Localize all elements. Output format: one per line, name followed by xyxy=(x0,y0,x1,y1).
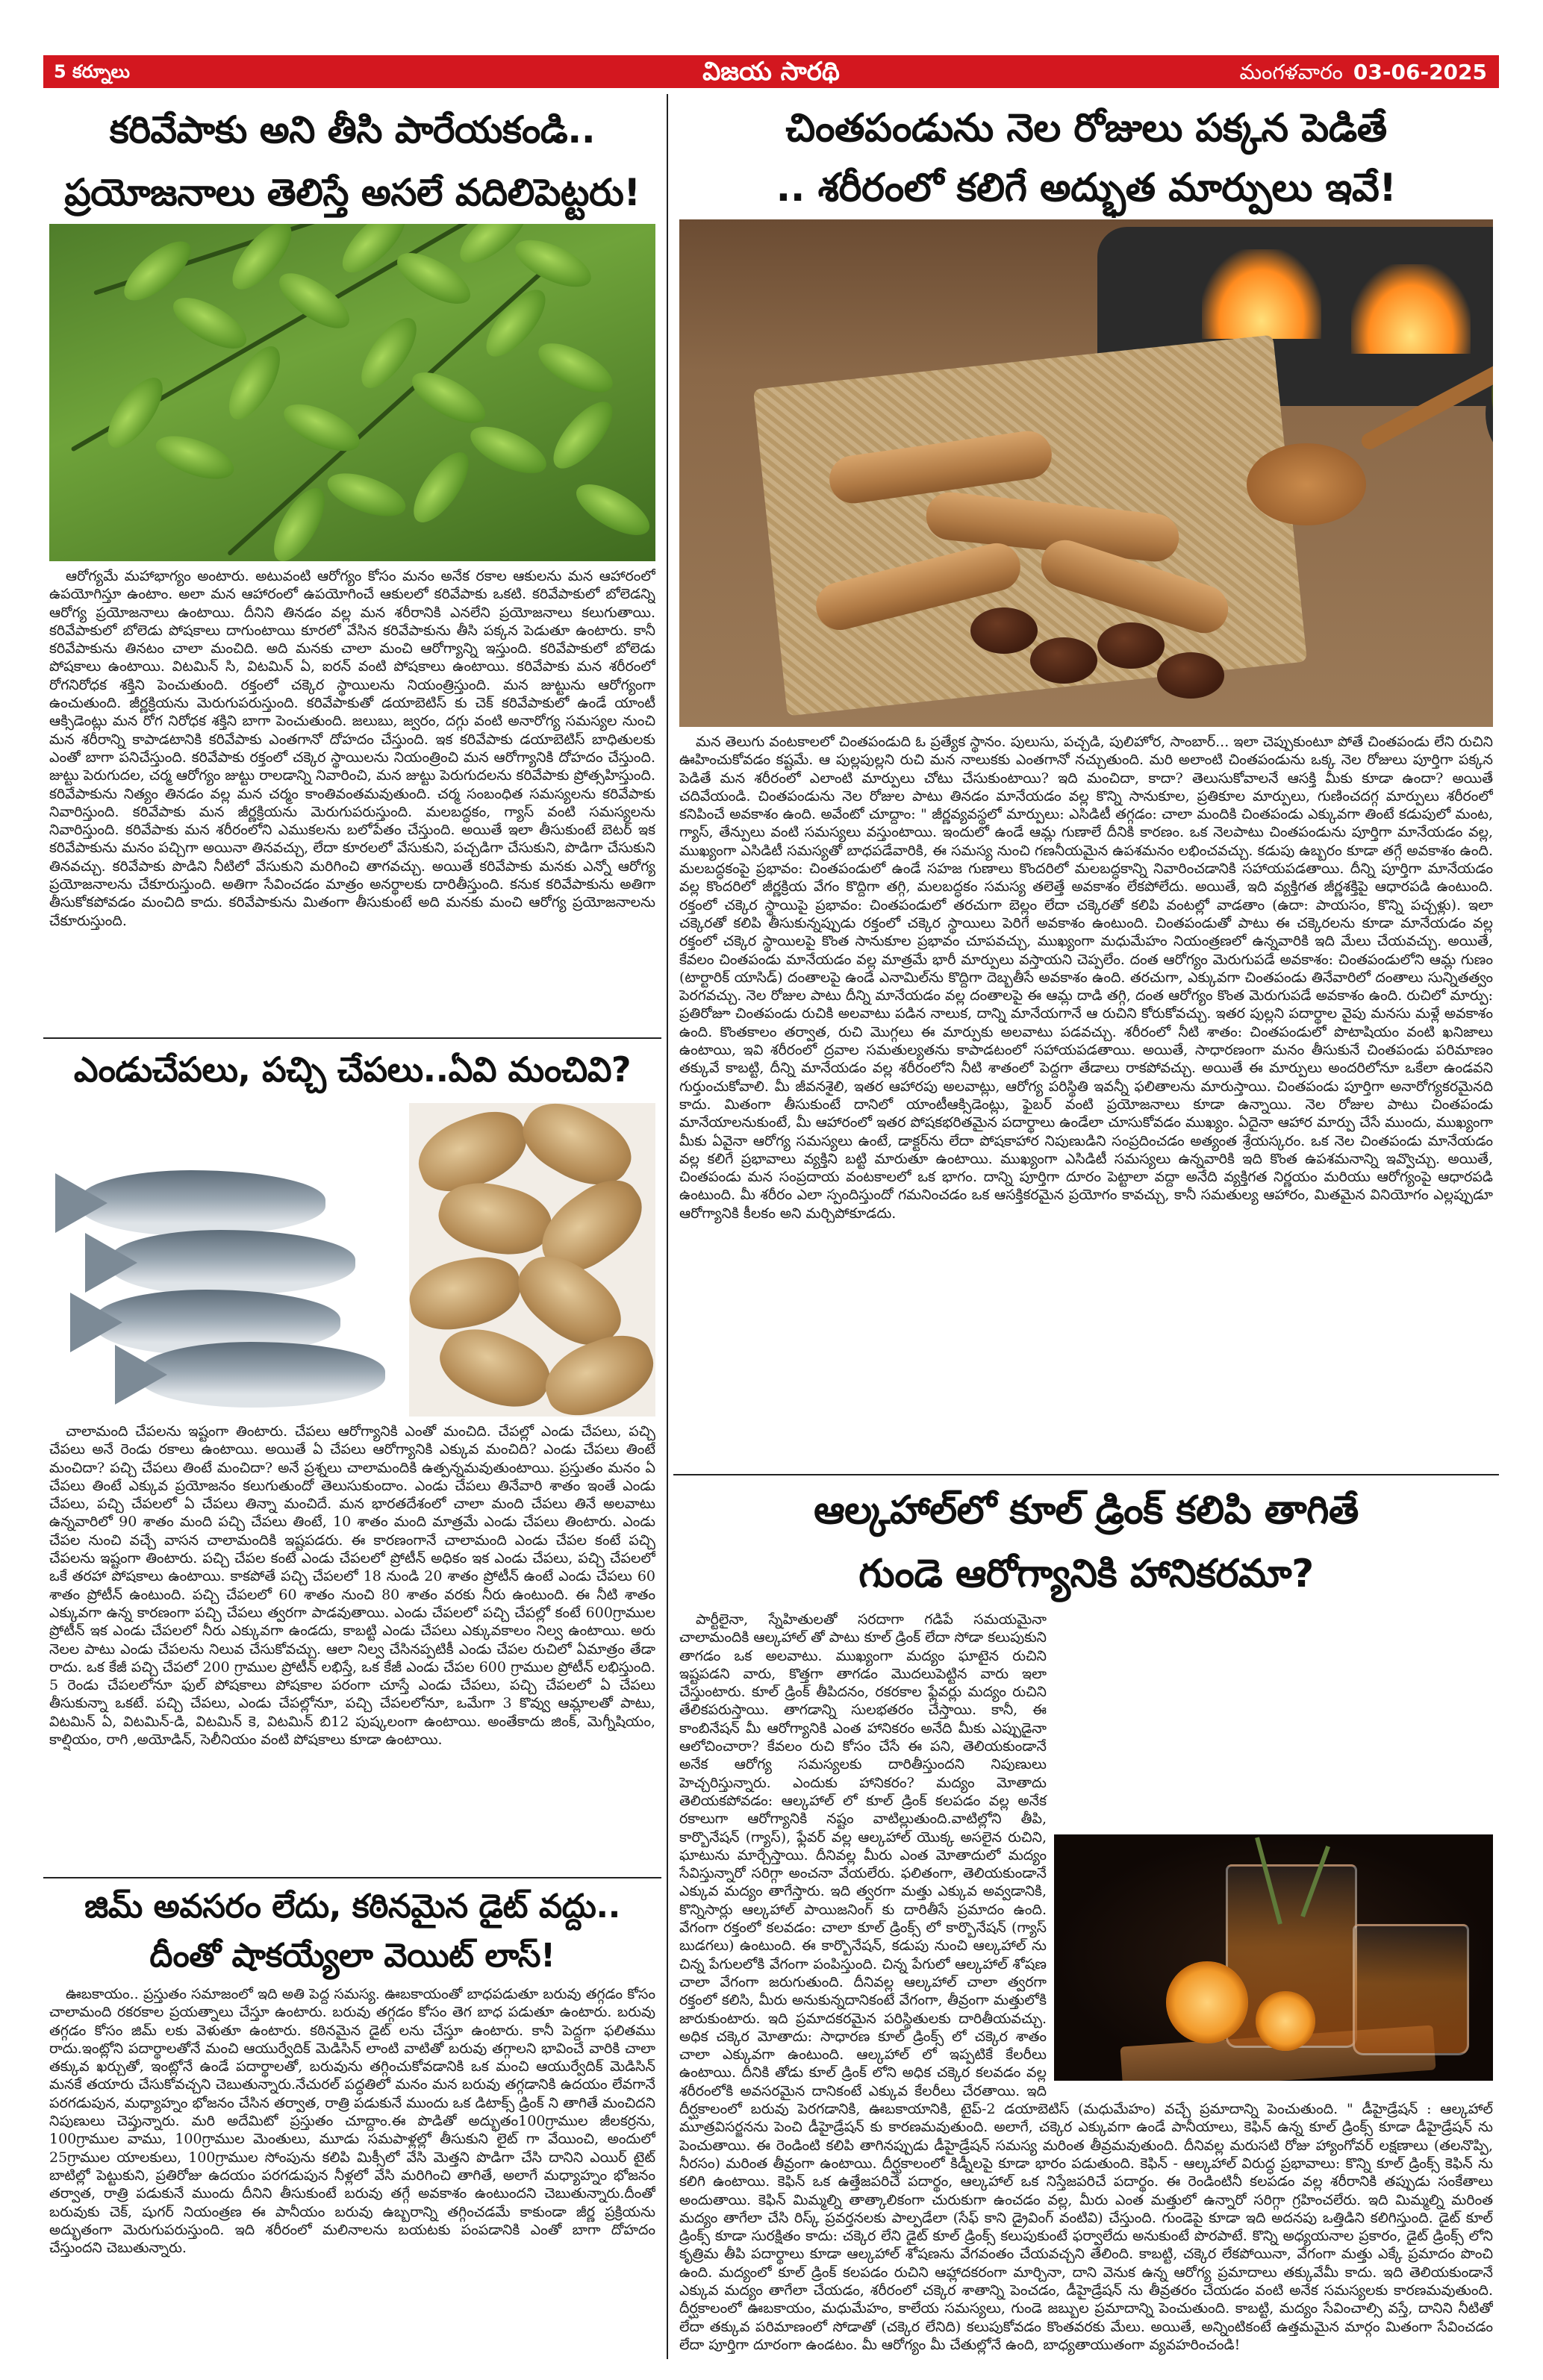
issue-date-value: 03-06-2025 xyxy=(1353,60,1487,84)
tamarind-headline-line1: చింతపండును నెల రోజులు పక్కన పెడితే xyxy=(785,106,1387,151)
weightloss-paragraph: ఊబకాయం.. ప్రస్తుతం సమాజంలో ఇది అతి పెద్ద సమస్య. ఊబకాయంతో బాధపడుతూ బరువు తగ్గడం కోసం చాలామంది రకరకాల ప్రయత్నాలు చేస్తూ ఉంటారు. బరువు తగ్గడం కోసం తెగ బాధ పడుతూ ఉంటారు. బరువు తగ్గడం కోసం జిమ్ లకు వెళుతూ ఉంటారు. కఠినమైన డైట్ లను చేస్తూ ఉంటారు. కానీ పెద్దగా ఫలితము రాదు.ఇంట్లోని పదార్థాలతోనే మంచి ఆయుర్వేదిక్ మెడిసిన్ లాంటి వాటితో బరువు తగ్గాలని భావించే వారికి చాలా తక్కువ ఖర్చుతో, ఇంట్లోనే ఉండే పదార్థాలతో, బరువును తగ్గించుకోవడానికి ఒక మంచి ఆయుర్వేదిక్ మెడిసిన్ మనకే తయారు చేసుకోవచ్చని చెబుతున్నారు.నేచురల్ పద్ధతిలో మనం మన బరువు తగ్గడానికి ఉదయం లేవగానే పరగడుపున, మధ్యాహ్నం భోజనం చేసిన తర్వాత, రాత్రి పడుకునే ముందు ఒక డిటాక్స్ డ్రింక్ ని తాగితే మంచిదని నిపుణులు చెప్తున్నారు. మరి అదేమిటో ప్రస్తుతం చూద్దాం.ఈ పొడితో అద్భుతం100గ్రాముల జీలకర్రను, 100గ్రాముల వాము, 100గ్రాముల మెంతులు, మూడు సమపాళ్లల్లో తీసుకుని లైట్ గా వేయించి, అందులో 25గ్రాముల యాలకులు, 100గ్రాముల సోంపును కలిపి మిక్సీలో వేసి మెత్తని పొడిగా చేసి దానిని ఎయిర్ టైట్ బాటిల్లో పెట్టుకుని, ప్రతిరోజు ఉదయం పరగడుపున నీళ్లలో వేసి మరిగించి తాగితే, అలాగే మధ్యాహ్నం భోజనం తర్వాత, రాత్రి పడుకునే ముందు దీనిని తీసుకుంటే బరువు తగ్గే అవకాశం ఉంటుందని చెబుతున్నారు.దీంతో బరువుకు చెక్, షుగర్ నియంత్రణ ఈ పానీయం బరువు ఉబ్బరాన్ని తగ్గించడమే కాకుండా జీర్ణ ప్రక్రియను అద్భుతంగా మెరుగుపరుస్తుంది. ఇది శరీరంలో మలినాలను బయటకు పంపడానికి ఎంతో బాగా దోహదం చేస్తుందని చెబుతున్నారు. xyxy=(49,1986,655,2257)
fish-paragraph: చాలామంది చేపలను ఇష్టంగా తింటారు. చేపలు ఆరోగ్యానికి ఎంతో మంచిది. చేపల్లో ఎండు చేపలు, పచ్చి చేపలు అనే రెండు రకాలు ఉంటాయి. అయితే ఏ చేపలు ఆరోగ్యానికి ఎక్కువ మంచిది? ఎండు చేపలు తింటే మంచిదా? పచ్చి చేపలు తింటే మంచిదా? అనే ప్రశ్నలు చాలామందికి ఉత్పన్నమవుతుంటాయి. ప్రస్తుతం మనం ఏ చేపలు తింటే ఎక్కువ ప్రయోజనం కలుగుతుందో తెలుసుకుందాం. ఎండు చేపలు తినేవారి శాతం ఇంతే ఎండు చేపలు, పచ్చి చేపలలో ఏ చేపలు తిన్నా మంచిదే. మన భారతదేశంలో చాలా మంది చేపలు తినే అలవాటు ఉన్నవారిలో 90 శాతం మంది పచ్చి చేపలు తింటే, 10 శాతం మంది మాత్రమే ఎండు చేపలు తింటారు. ఎండు చేపల నుంచి వచ్చే వాసన చాలామందికి ఇష్టపడరు. ఈ కారణంగానే చాలామంది ఎండు చేపల కంటే పచ్చి చేపలను ఇష్టంగా తింటారు. పచ్చి చేపల కంటే ఎండు చేపలలో ప్రోటీన్ అధికం ఇక ఎండు చేపలు, పచ్చి చేపలలో ఒకే తరహా పోషకాలు ఉంటాయి. కాకపోతే పచ్చి చేపలలో 18 నుండి 20 శాతం ప్రోటీన్ ఉంటే ఎండు చేపలు 60 శాతం ప్రోటీన్ ఉంటుంది. పచ్చి చేపలలో 60 శాతం నుంచి 80 శాతం వరకు నీరు ఉంటుంది. ఈ నీటి శాతం ఎక్కువగా ఉన్న కారణంగా పచ్చి చేపలు త్వరగా పాడవుతాయి. ఎండు చేపలలో పచ్చి చేపల్లో కంటే 600గ్రాముల ప్రోటీన్ ఇక ఎండు చేపలలో నీరు ఎక్కువగా ఉండదు, కాబట్టి ఎండు చేపలు ఎక్కువకాలం నిల్వ ఉంటాయి. అరు నెలల పాటు ఎండు చేపలను నిలువ చేసుకోవచ్చు. ఆలా నిల్వ చేసినప్పటికీ ఎండు చేపల రుచిలో ఏమాత్రం తేడా రాదు. ఒక కేజీ పచ్చి చేపలో 200 గ్రాముల ప్రోటీన్ లభిస్తే, ఒక కేజీ ఎండు చేపల 600 గ్రాముల ప్రోటీన్ లభిస్తుంది. 5 రెండు చేపలలోనూ ఫుల్ పోషకాలు పోషకాల పరంగా చూస్తే ఎండు చేపలు, పచ్చి చేపలలో ఏ చేపలు తీసుకున్నా ఒకటే. పచ్చి చేపలు, ఎండు చేపల్లోనూ, పచ్చి చేపలలోనూ, ఒమేగా 3 కొవ్వు ఆమ్లాలతో పాటు, విటమిన్ ఏ, విటమిన్-డి, విటమిన్ కె, విటమిన్ బి12 పుష్కలంగా ఉంటాయి. అంతేకాదు జింక్, మెగ్నీషియం, కాల్షియం, రాగి ,అయోడిన్, సెలీనియం వంటి పోషకాలు కూడా ఉంటాయి. xyxy=(49,1423,655,1749)
alcohol-headline-line1: ఆల్కహాల్‌లో కూల్ డ్రింక్ కలిపి తాగితే xyxy=(814,1488,1359,1533)
fish-article-headline: ఎండుచేపలు, పచ్చి చేపలు..ఏవి మంచివి? xyxy=(73,1049,632,1090)
curry-leaves-photo-icon xyxy=(49,224,655,561)
curry-headline-line1: కరివేపాకు అని తీసి పారేయకండి.. xyxy=(109,108,596,152)
curry-paragraph: ఆరోగ్యమే మహాభాగ్యం అంటారు. అటువంటి ఆరోగ్యం కోసం మనం అనేక రకాల ఆకులను మన ఆహారంలో ఉపయోగిస్తూ ఉంటాం. అలా మన ఆహారంలో ఉపయోగించే ఆకులలో కరివేపాకు ఒకటి. కరివేపాకులో బోలెడన్ని ఆరోగ్య ప్రయోజనాలు ఉంటాయి. దీనిని తినడం వల్ల మన శరీరానికి ఎనలేని ప్రయోజనాలు కలుగుతాయి. కరివేపాకులో బోలెడు పోషకాలు దాగుంటాయి కూరలో వేసిన కరివేపాకును తీసి పక్కన పెడుతూ ఉంటారు. కానీ కరివేపాకును తినటం చాలా మంచిది. అది మనకు చాలా మంచి ఆరోగ్యాన్ని ఇస్తుంది. కరివేపాకులో బోలెడు పోషకాలు ఉంటాయి. విటమిన్ సి, విటమిన్ ఏ, ఐరన్ వంటి పోషకాలు ఉంటాయి. కరివేపాకు మన శరీరంలో రోగనిరోధక శక్తిని పెంచుతుంది. రక్తంలో చక్కెర స్థాయిలను నియంత్రిస్తుంది. మన జుట్టును ఆరోగ్యంగా ఉంచుతుంది. జీర్ణక్రియను మెరుగుపరుస్తుంది. కరివేపాకుతో డయాబెటిస్ కు చెక్ కరివేపాకులో ఉండే యాంటీ ఆక్సిడెంట్లు మన రోగ నిరోధక శక్తిని బాగా పెంచుతుంది. జలుబు, జ్వరం, దగ్గు వంటి అనారోగ్య సమస్యల నుంచి మన శరీరాన్ని కాపాడటానికి కరివేపాకు ఎంతగానో దోహదం చేస్తుంది. ఇక కరివేపాకు డయాబెటిస్ బాధితులకు ఎంతో బాగా పనిచేస్తుంది. కరివేపాకు రక్తంలో చక్కెర స్థాయిలను నియంత్రించి మన ఆరోగ్యానికి దోహదం చేస్తుంది. జుట్టు పెరుగుదల, చర్మ ఆరోగ్యం జుట్టు రాలడాన్ని నివారించి, మన జుట్టు పెరుగుదలను కరివేపాకు ప్రోత్సహిస్తుంది. కరివేపాకును నిత్యం తినడం వల్ల మన చర్మం కాంతివంతమవుతుంది. చర్మ సంబంధిత సమస్యలను కరివేపాకు నివారిస్తుంది. కరివేపాకు మన జీర్ణక్రియను మెరుగుపరుస్తుంది. మలబద్ధకం, గ్యాస్ వంటి సమస్యలను నివారిస్తుంది. కరివేపాకు మన శరీరంలోని ఎముకలను బలోపేతం చేస్తుంది. అయితే ఇలా తీసుకుంటే బెటర్ ఇక కరివేపాకును మనం పచ్చిగా అయినా తినవచ్చు, లేదా కూరలలో వేసుకుని, పచ్చడిగా చేసుకుని, పొడిగా చేసుకుని తినవచ్చు. కరివేపాకు పొడిని నీటిలో వేసుకుని మరిగించి తాగవచ్చు. అయితే కరివేపాకు మనకు ఎన్నో ఆరోగ్య ప్రయోజనాలను చేకూరుస్తుంది. అతిగా సేవించడం మాత్రం అనర్థాలకు దారితీస్తుంది. కనుక కరివేపాకును అతిగా తీసుకోకపోవడం మంచిది కాదు. కరివేపాకును మితంగా తీసుకుంటే అది మనకు మంచి ఆరోగ్య ప్రయోజనాలను చేకూరుస్తుంది. xyxy=(49,568,655,929)
weightloss-headline-line1: జిమ్ అవసరం లేదు, కఠినమైన డైట్ వద్దు.. xyxy=(84,1887,620,1925)
issue-day: మంగళవారం xyxy=(1239,60,1343,84)
weightloss-headline-line2: దీంతో షాకయ్యేలా వెయిట్ లాస్! xyxy=(149,1937,555,1975)
issue-date xyxy=(1240,60,1487,90)
alcohol-article-headline xyxy=(673,1479,1499,1606)
alcohol-paragraph: పార్టీలైనా, స్నేహితులతో సరదాగా గడిపే సమయమైనా చాలామందికి ఆల్కహాల్ తో పాటు కూల్ డ్రింక్ లేదా సోడా కలుపుకుని తాగడం ఒక అలవాటు. ముఖ్యంగా మద్యం ఘాటైన రుచిని ఇష్టపడని వారు, కొత్తగా తాగడం మొదలుపెట్టిన వారు ఇలా చేస్తుంటారు. కూల్ డ్రింక్ తీపిదనం, రకరకాల ఫ్లేవర్లు మద్యం రుచిని తేలికపరుస్తాయి. తాగడాన్ని సులభతరం చేస్తాయి. కానీ, ఈ కాంబినేషన్ మీ ఆరోగ్యానికి ఎంత హానికరం అనేది మీకు ఎప్పుడైనా ఆలోచించారా? కేవలం రుచి కోసం చేసే ఈ పని, తెలియకుండానే అనేక ఆరోగ్య సమస్యలకు దారితీస్తుందని నిపుణులు హెచ్చరిస్తున్నారు. ఎందుకు హానికరం? మద్యం మోతాదు తెలియకపోవడం: ఆల్కహాల్ లో కూల్ డ్రింక్ కలపడం వల్ల అనేక రకాలుగా ఆరోగ్యానికి నష్టం వాటిల్లుతుంది.వాటిల్లోని తీపి, కార్బొనేషన్ (గ్యాస్), ఫ్లేవర్ వల్ల ఆల్కహాల్ యొక్క అసలైన రుచిని, ఘాటును మార్చేస్తాయి. దీనివల్ల మీరు ఎంత మోతాదులో మద్యం సేవిస్తున్నారో సరిగ్గా అంచనా వేయలేరు. ఫలితంగా, తెలియకుండానే ఎక్కువ మద్యం తాగేస్తారు. ఇది త్వరగా మత్తు ఎక్కువ అవ్వడానికి, కొన్నిసార్లు ఆల్కహాల్ పాయిజనింగ్ కు దారితీసే ప్రమాదం ఉంది. వేగంగా రక్తంలో కలవడం: చాలా కూల్ డ్రింక్స్ లో కార్బొనేషన్ (గ్యాస్ బుడగలు) ఉంటుంది. ఈ కార్బొనేషన్, కడుపు నుంచి ఆల్కహాల్ ను చిన్న పేగులలోకి వేగంగా పంపిస్తుంది. చిన్న పేగులో ఆల్కహాల్ శోషణ చాలా వేగంగా జరుగుతుంది. దీనివల్ల ఆల్కహాల్ చాలా త్వరగా రక్తంలో కలిసి, మీరు అనుకున్నదానికంటే వేగంగా, తీవ్రంగా మత్తులోకి జారుకుంటారు. ఇది ప్రమాదకరమైన పరిస్థితులకు దారితీయవచ్చు. అధిక చక్కెర మోతాదు: సాధారణ కూల్ డ్రింక్స్ లో చక్కెర శాతం చాలా ఎక్కువగా ఉంటుంది. ఆల్కహాల్ లో ఇప్పటికే కేలరీలు ఉంటాయి. దీనికి తోడు కూల్ డ్రింక్ లోని అధిక చక్కెర కలవడం వల్ల శరీరంలోకి అవసరమైన దానికంటే ఎక్కువ కేలరీలు చేరతాయి. ఇది దీర్ఘకాలంలో బరువు పెరగడానికి, ఊబకాయానికి, టైప్-2 డయాబెటిస్ (మధుమేహం) వచ్చే ప్రమాదాన్ని పెంచుతుంది. " డీహైడ్రేషన్ : ఆల్కహాల్ మూత్రవిసర్జనను పెంచి డీహైడ్రేషన్ కు కారణమవుతుంది. అలాగే, చక్కెర ఎక్కువగా ఉండే పానీయాలు, కెఫిన్ ఉన్న కూల్ డ్రింక్స్ కూడా డీహైడ్రేషన్ ను పెంచుతాయి. ఈ రెండింటి కలిపి తాగినప్పుడు డీహైడ్రేషన్ సమస్య మరింత తీవ్రమవుతుంది. దీనివల్ల మరుసటి రోజు హ్యాంగోవర్ లక్షణాలు (తలనొప్పి, నీరసం) మరింత తీవ్రంగా ఉంటాయి. దీర్ఘకాలంలో కిడ్నీలపై కూడా భారం పడుతుంది. కెఫిన్ - ఆల్కహాల్ విరుద్ధ ప్రభావాలు: కొన్ని కూల్ డ్రింక్స్ కెఫిన్ ను కలిగి ఉంటాయి. కెఫిన్ ఒక ఉత్తేజపరిచే పదార్థం, ఆల్కహాల్ ఒక నిస్తేజపరిచే పదార్థం. ఈ రెండింటినీ కలపడం వల్ల శరీరానికి తప్పుడు సంకేతాలు అందుతాయి. కెఫిన్ మిమ్మల్ని తాత్కాలికంగా చురుకుగా ఉంచడం వల్ల, మీరు ఎంత మత్తులో ఉన్నారో సరిగ్గా గ్రహించలేరు. ఇది మిమ్మల్ని మరింత మద్యం తాగేలా చేసి రిస్క్ ప్రవర్తనలకు పాల్పడేలా (సేఫ్ కాని డ్రైవింగ్ వంటివి) చేస్తుంది. గుండెపై కూడా ఇది అదనపు ఒత్తిడిని కలిగిస్తుంది. డైట్ కూల్ డ్రింక్స్ కూడా సురక్షితం కాదు: చక్కెర లేని డైట్ కూల్ డ్రింక్స్ కలుపుకుంటే ఫర్వాలేదు అనుకుంటే పొరపాటే. కొన్ని అధ్యయనాల ప్రకారం, డైట్ డ్రింక్స్ లోని కృత్రిమ తీపి పదార్థాలు కూడా ఆల్కహాల్ శోషణను వేగవంతం చేయవచ్చని తేలింది. కాబట్టి, చక్కెర లేకపోయినా, వేగంగా మత్తు ఎక్కే ప్రమాదం పొంచి ఉంది. మద్యంలో కూల్ డ్రింక్ కలపడం రుచిని ఆహ్లాదకరంగా మార్చినా, దాని వెనుక ఉన్న ఆరోగ్య ప్రమాదాలు తక్కువేమీ కాదు. ఇది తెలియకుండానే ఎక్కువ మద్యం తాగేలా చేయడం, శరీరంలో చక్కెర శాతాన్ని పెంచడం, డీహైడ్రేషన్ ను తీవ్రతరం చేయడం వంటి అనేక సమస్యలకు కారణమవుతుంది. దీర్ఘకాలంలో ఊబకాయం, మధుమేహం, కాలేయ సమస్యలు, గుండె జబ్బుల ప్రమాదాన్ని పెంచుతుంది. కాబట్టి, మద్యం సేవించాల్సి వస్తే, దానిని నీటితో లేదా తక్కువ పరిమాణంలో సోడాతో (చక్కెర లేనిది) కలుపుకోవడం కొంతవరకు మేలు. అయితే, అన్నింటికంటే ఉత్తమమైన మార్గం మితంగా సేవించడం లేదా పూర్తిగా దూరంగా ఉండటం. మీ ఆరోగ్యం మీ చేతుల్లోనే ఉంది, బాధ్యతాయుతంగా వ్యవహరించండి! xyxy=(679,1611,1493,2353)
tamarind-article-body xyxy=(679,733,1493,1467)
weightloss-article-body xyxy=(49,1985,655,2358)
fish-article-body xyxy=(49,1422,655,1870)
alcohol-headline-line2: గుండె ఆరోగ్యానికి హానికరమా? xyxy=(858,1552,1314,1596)
tamarind-paragraph: మన తెలుగు వంటకాలలో చింతపండుది ఓ ప్రత్యేక స్థానం. పులుసు, పచ్చడి, పులిహోర, సాంబార్... ఇలా చెప్పుకుంటూ పోతే చింతపండు లేని రుచిని ఊహించుకోవడం కష్టమే. ఆ పుల్లపుల్లని రుచి మన నాలుకకు ఎంతగానో నచ్చుతుంది. మరి అలాంటి చింతపండును ఒక్క నెల రోజులు పూర్తిగా పక్కన పెడితే మన శరీరంలో ఎలాంటి మార్పులు చోటు చేసుకుంటాయి? ఇది మంచిదా, కాదా? తెలుసుకోవాలనే ఆసక్తి మీకు కూడా ఉందా? అయితే చదివేయండి. చింతపండును నెల రోజుల పాటు తినడం మానేయడం వల్ల కొన్ని సానుకూల, ప్రతికూల మార్పులు, గుణించదగ్గ మార్పులు శరీరంలో కనిపించే అవకాశం ఉంది. అవేంటో చూద్దాం: " జీర్ణవ్యవస్థలో మార్పులు: ఎసిడిటీ తగ్గడం: చాలా మందికి చింతపండు ఎక్కువగా తింటే కడుపులో మంట, గ్యాస్, తేన్పులు వంటి సమస్యలు వస్తుంటాయి. ఇందులో ఉండే ఆమ్ల గుణాలే దీనికి కారణం. ఒక నెలపాటు చింతపండును పూర్తిగా మానేయడం వల్ల, ముఖ్యంగా ఎసిడిటీ సమస్యతో బాధపడేవారికి, ఈ సమస్య నుంచి గణనీయమైన ఉపశమనం లభించవచ్చు. కడుపు ఉబ్బరం కూడా తగ్గే అవకాశం ఉంది. మలబద్ధకంపై ప్రభావం: చింతపండులో ఉండే సహజ గుణాలు కొందరిలో మలబద్ధకాన్ని నివారించడానికి సహాయపడతాయి. దీన్ని పూర్తిగా మానేయడం వల్ల కొందరిలో జీర్ణక్రియ వేగం కొద్దిగా తగ్గి, మలబద్ధకం సమస్య తలెత్తే అవకాశం లేకపోలేదు. అయితే, ఇది వ్యక్తిగత జీర్ణశక్తిపై ఆధారపడి ఉంటుంది. రక్తంలో చక్కెర స్థాయిపై ప్రభావం: చింతపండులో తరచుగా బెల్లం లేదా చక్కెరతో కలిపి వంటల్లో వాడతాం (ఉదా: పాయసం, కొన్ని పచ్చళ్లు). ఇలా చక్కెరతో కలిపి తీసుకున్నప్పుడు రక్తంలో చక్కెర స్థాయిలు పెరిగే అవకాశం ఉంటుంది. చింతపండుతో పాటు ఈ చక్కెరలను కూడా మానేయడం వల్ల రక్తంలో చక్కెర స్థాయిలపై కొంత సానుకూల ప్రభావం చూపవచ్చు, ముఖ్యంగా మధుమేహం నియంత్రణలో ఉన్నవారికి ఇది మేలు చేయవచ్చు. అయితే, కేవలం చింతపండు మానేయడం వల్ల మాత్రమే భారీ మార్పులు వస్తాయని చెప్పలేం. దంత ఆరోగ్యం మెరుగుపడే అవకాశం: చింతపండులోని ఆమ్ల గుణం (టార్టారిక్ యాసిడ్) దంతాలపై ఉండే ఎనామిల్‌ను కొద్దిగా దెబ్బతీసే అవకాశం ఉంది. తరచుగా, ఎక్కువగా చింతపండు తినేవారిలో దంతాలు సున్నితత్వం పెరగవచ్చు. నెల రోజుల పాటు దీన్ని మానేయడం వల్ల దంతాలపై ఈ ఆమ్ల దాడి తగ్గి, దంత ఆరోగ్యం కొంత మెరుగుపడే అవకాశం ఉంది. రుచిలో మార్పు: ప్రతిరోజూ చింతపండు రుచికి అలవాటు పడిన నాలుక, దాన్ని మానేయగానే ఆ రుచిని కోరుకోవచ్చు. ఇతర పుల్లని పదార్థాల వైపు మనసు మళ్లే అవకాశం ఉంది. కొంతకాలం తర్వాత, రుచి మొగ్గలు ఈ మార్పుకు అలవాటు పడవచ్చు. శరీరంలో నీటి శాతం: చింతపండులో పొటాషియం వంటి ఖనిజాలు ఉంటాయి, ఇవి శరీరంలో ద్రవాల సమతుల్యతను కాపాడటంలో సహాయపడతాయి. అయితే, సాధారణంగా మనం తీసుకునే చింతపండు పరిమాణం తక్కువే కాబట్టి, దీన్ని మానేయడం వల్ల శరీరంలోని నీటి శాతంలో పెద్దగా తేడాలు రాకపోవచ్చు. అయితే ఈ మార్పులు అందరిలోనూ ఒకేలా ఉండవని గుర్తుంచుకోవాలి. మీ జీవనశైలి, ఇతర ఆహారపు అలవాట్లు, ఆరోగ్య పరిస్థితి ఇవన్నీ ఫలితాలను మారుస్తాయి. చింతపండు పూర్తిగా అనారోగ్యకరమైనది కాదు. మితంగా తీసుకుంటే దానిలో యాంటీఆక్సిడెంట్లు, ఫైబర్ వంటి ప్రయోజనాలు కూడా ఉన్నాయి. నెల రోజుల పాటు చింతపండు మానేయాలనుకుంటే, మీ ఆహారంలో ఇతర పోషకభరితమైన పదార్థాలు ఉండేలా చూసుకోవడం ముఖ్యం. ఏదైనా ఆహార మార్పు చేసే ముందు, ముఖ్యంగా మీకు ఏవైనా ఆరోగ్య సమస్యలు ఉంటే, డాక్టర్‌ను లేదా పోషకాహార నిపుణుడిని సంప్రదించడం అత్యంత శ్రేయస్కరం. ఒక నెల చింతపండు మానేయడం వల్ల కలిగే ప్రభావాలు వ్యక్తిని బట్టి మారుతూ ఉంటాయి. ముఖ్యంగా ఎసిడిటీ సమస్యలు ఉన్నవారికి ఇది కొంత ఉపశమనాన్ని ఇవ్వొచ్చు. అయితే, చింతపండు మన సంప్రదాయ వంటకాలలో ఒక భాగం. దాన్ని పూర్తిగా దూరం పెట్టాలా వద్దా అనేది వ్యక్తిగత నిర్ణయం మరియు ఆరోగ్యంపై ఆధారపడి ఉంటుంది. మీ శరీరం ఎలా స్పందిస్తుందో గమనించడం ఒక ఆసక్తికరమైన ప్రయోగం కావచ్చు, కానీ సమతుల్య ఆహారం, మితమైన వినియోగం ఎల్లప్పుడూ ఆరోగ్యానికి కీలకం అని మర్చిపోకూడదు. xyxy=(679,734,1493,1222)
section-rule xyxy=(43,1037,661,1039)
curry-article-body xyxy=(49,567,655,1030)
section-rule xyxy=(673,1474,1499,1475)
curry-article-headline xyxy=(43,99,661,224)
fresh-fish-photo-icon xyxy=(49,1103,402,1417)
tamarind-photo-icon xyxy=(679,219,1493,727)
column-divider xyxy=(667,94,668,2359)
page-label: 5 కర్నూలు xyxy=(54,61,130,82)
alcohol-article-body xyxy=(679,1611,1493,2361)
newspaper-name: విజయ సారథి xyxy=(702,57,840,87)
masthead-bar xyxy=(43,55,1499,88)
section-rule xyxy=(43,1877,661,1878)
weightloss-article-headline xyxy=(43,1882,661,1981)
curry-headline-line2: ప్రయోజనాలు తెలిస్తే అసలే వదిలిపెట్టరు! xyxy=(64,171,640,214)
dried-fish-photo-icon xyxy=(409,1103,655,1417)
tamarind-headline-line2: .. శరీరంలో కలిగే అద్భుత మార్పులు ఇవే! xyxy=(776,166,1397,210)
tamarind-article-headline xyxy=(673,99,1499,218)
